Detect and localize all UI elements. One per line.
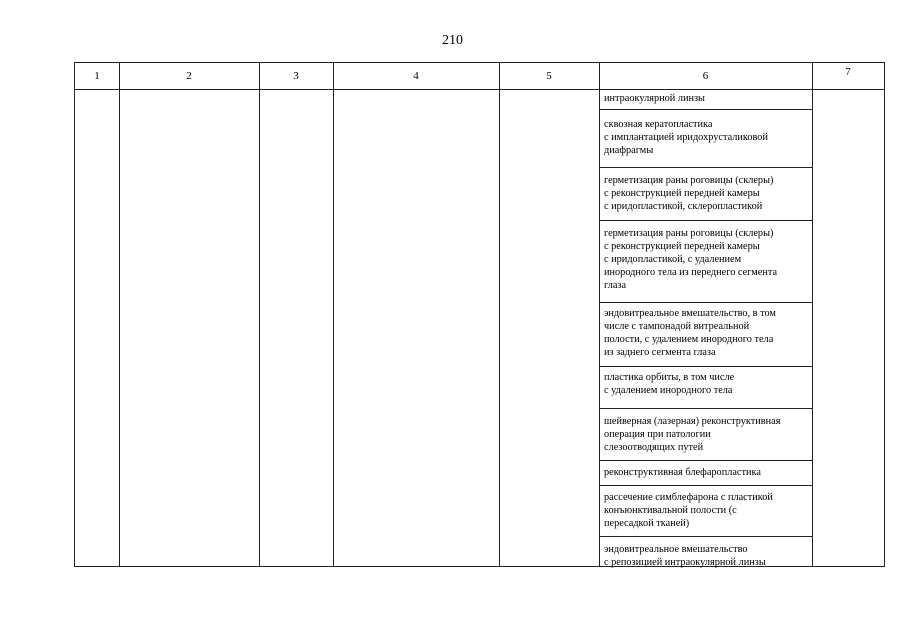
column-divider: [333, 63, 334, 566]
column-divider: [259, 63, 260, 566]
procedure-cell: реконструктивная блефаропластика: [599, 461, 812, 486]
procedure-cell: герметизация раны роговицы (склеры) с реконструкцией передней камеры с иридопластикой, склеропластикой: [599, 168, 812, 221]
header-col-1: 1: [94, 70, 100, 82]
header-col-6: 6: [702, 70, 709, 82]
page-number: 210: [442, 33, 463, 48]
procedure-cell: герметизация раны роговицы (склеры) с реконструкцией передней камеры с иридопластикой, с удалением инородного тела из переднего сегмента глаза: [599, 221, 812, 303]
procedure-cell: интраокулярной линзы: [599, 90, 812, 110]
header-col-7: 7: [845, 66, 851, 78]
procedure-cell: сквозная кератопластика с имплантацией иридохрусталиковой диафрагмы: [599, 110, 812, 168]
column-divider: [812, 63, 813, 566]
header-col-5: 5: [546, 70, 552, 82]
column-divider: [499, 63, 500, 566]
header-col-2: 2: [186, 70, 192, 82]
procedure-cell: эндовитреальное вмешательство с репозицией интраокулярной линзы: [604, 544, 766, 568]
procedure-cell: рассечение симблефарона с пластикой конъюнктивальной полости (с пересадкой тканей): [599, 486, 812, 537]
procedure-cell: эндовитреальное вмешательство, в том числе с тампонадой витреальной полости, с удалением инородного тела из заднего сегмента глаза: [599, 303, 812, 367]
procedure-cell: пластика орбиты, в том числе с удалением инородного тела: [599, 367, 812, 409]
table-header-row: [75, 63, 884, 90]
header-col-3: 3: [293, 70, 299, 82]
column-divider: [119, 63, 120, 566]
procedure-cell: шейверная (лазерная) реконструктивная операция при патологии слезоотводящих путей: [599, 409, 812, 461]
procedures-column: [599, 90, 812, 566]
header-col-4: 4: [413, 70, 419, 82]
procedures-table: [74, 62, 885, 567]
